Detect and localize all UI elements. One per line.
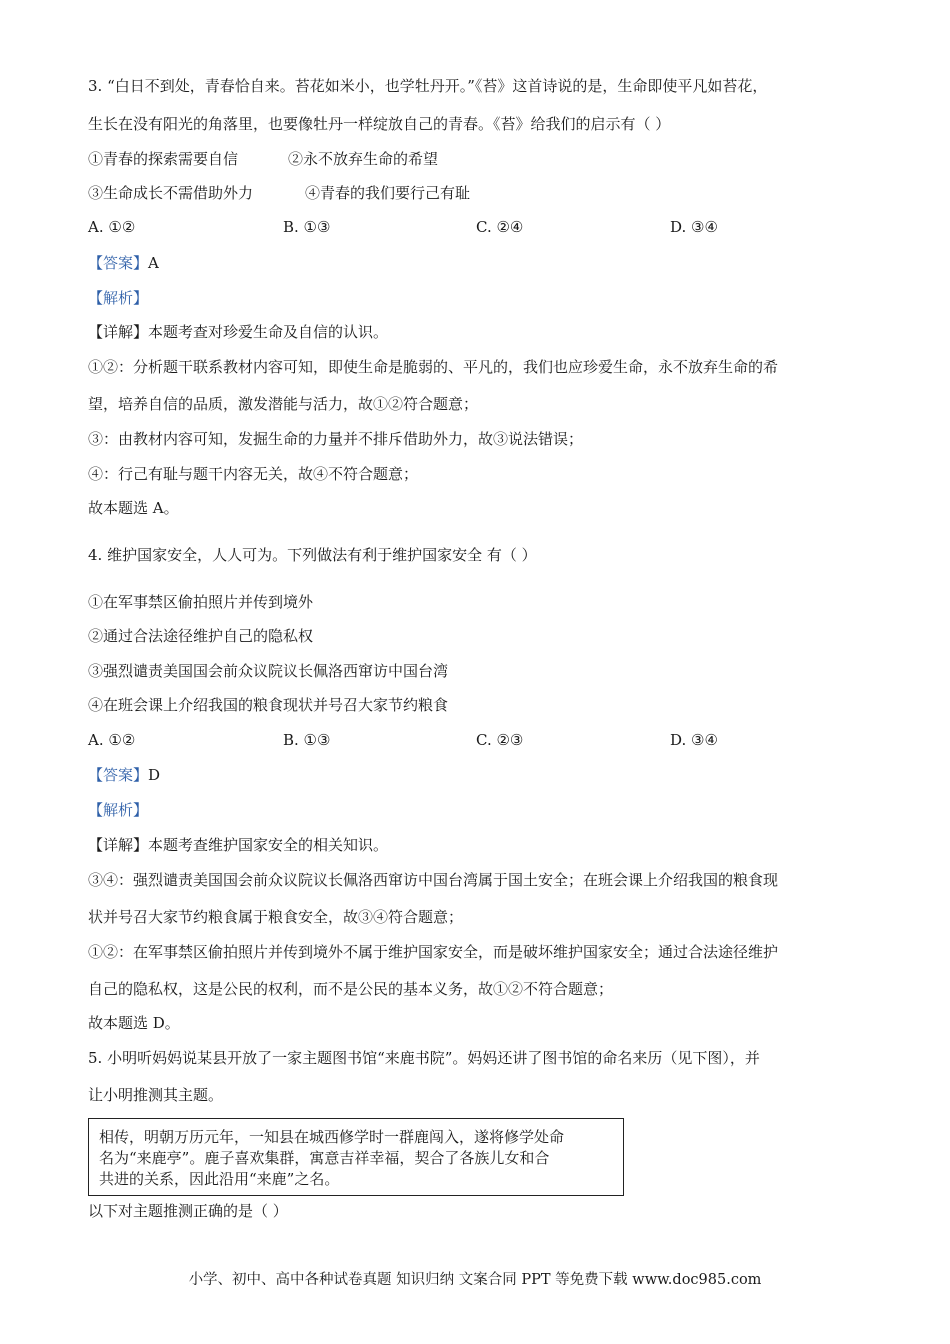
q3-item-1: ①青春的探索需要自信 <box>88 150 239 168</box>
q3-analysis-tag: 【解析】 <box>88 289 149 307</box>
q4-item: ②通过合法途径维护自己的隐私权 <box>88 627 314 645</box>
detail-intro: 本题考查维护国家安全的相关知识。 <box>148 836 389 854</box>
q5-stem-line1: 5. 小明听妈妈说某县开放了一家主题图书馆“来鹿书院”。妈妈还讲了图书馆的命名来历（见下图），并 <box>88 1049 760 1067</box>
q3-option-d: D. ③④ <box>670 218 718 236</box>
q5-question: 以下对主题推测正确的是（ ） <box>88 1202 288 1220</box>
q4-detail-line: ①②：在军事禁区偷拍照片并传到境外不属于维护国家安全，而是破坏维护国家安全；通过合法途径维护 <box>88 943 779 961</box>
q3-detail-line: ④：行己有耻与题干内容无关，故④不符合题意； <box>88 465 419 483</box>
q4-stem: 4. 维护国家安全，人人可为。下列做法有利于维护国家安全 有（ ） <box>88 546 537 564</box>
q3-item-3: ③生命成长不需借助外力 <box>88 184 254 202</box>
q3-option-b: B. ①③ <box>283 218 331 236</box>
q3-detail-line: 故本题选 A。 <box>88 499 179 517</box>
q4-option-b: B. ①③ <box>283 731 331 749</box>
q4-detail <box>88 835 388 855</box>
q4-option-d: D. ③④ <box>670 731 718 749</box>
q5-box-line: 相传，明朝万历元年，一知县在城西修学时一群鹿闯入，遂将修学处命 <box>99 1128 565 1146</box>
q3-item-2: ②永不放弃生命的希望 <box>288 150 439 168</box>
q4-item: ③强烈谴责美国国会前众议院议长佩洛西窜访中国台湾 <box>88 662 449 680</box>
q4-option-a: A. ①② <box>88 731 136 749</box>
answer-value: A <box>148 254 159 272</box>
q3-stem-line2: 生长在没有阳光的角落里，也要像牡丹一样绽放自己的青春。《苔》给我们的启示有（ ） <box>88 115 671 133</box>
detail-tag: 【详解】 <box>88 323 149 341</box>
detail-intro: 本题考查对珍爱生命及自信的认识。 <box>148 323 389 341</box>
q3-answer <box>88 253 159 273</box>
q3-detail-line: ①②：分析题干联系教材内容可知，即使生命是脆弱的、平凡的，我们也应珍爱生命，永不放弃生命的希 <box>88 358 779 376</box>
answer-tag: 【答案】 <box>88 254 149 272</box>
q5-stem-line2: 让小明推测其主题。 <box>88 1086 224 1104</box>
q3-detail-line: ③：由教材内容可知，发掘生命的力量并不排斥借助外力，故③说法错误； <box>88 430 584 448</box>
q4-answer <box>88 765 160 785</box>
q3-detail-line: 望，培养自信的品质，激发潜能与活力，故①②符合题意； <box>88 395 479 413</box>
q3-item-4: ④青春的我们要行己有耻 <box>305 184 471 202</box>
q5-box-line: 名为“来鹿亭”。鹿子喜欢集群，寓意吉祥幸福，契合了各族儿女和合 <box>99 1149 550 1167</box>
answer-value: D <box>148 766 161 784</box>
q3-stem-line1: 3. “白日不到处，青春恰自来。苔花如米小，也学牡丹开。”《苔》这首诗说的是，生命即使平凡如苔花， <box>88 77 768 95</box>
q4-item: ①在军事禁区偷拍照片并传到境外 <box>88 593 314 611</box>
q5-story-box <box>88 1118 624 1196</box>
q4-item: ④在班会课上介绍我国的粮食现状并号召大家节约粮食 <box>88 696 449 714</box>
q4-detail-line: ③④：强烈谴责美国国会前众议院议长佩洛西窜访中国台湾属于国土安全；在班会课上介绍我国的粮食现 <box>88 871 779 889</box>
q4-detail-line: 自己的隐私权，这是公民的权利，而不是公民的基本义务，故①②不符合题意； <box>88 980 614 998</box>
q3-option-c: C. ②④ <box>476 218 524 236</box>
q4-detail-line: 状并号召大家节约粮食属于粮食安全，故③④符合题意； <box>88 908 464 926</box>
answer-tag: 【答案】 <box>88 766 149 784</box>
q3-option-a: A. ①② <box>88 218 136 236</box>
q4-analysis-tag: 【解析】 <box>88 801 149 819</box>
q3-detail <box>88 322 388 342</box>
q5-box-line: 共进的关系，因此沿用“来鹿”之名。 <box>99 1170 340 1188</box>
q4-detail-line: 故本题选 D。 <box>88 1014 180 1032</box>
detail-tag: 【详解】 <box>88 836 149 854</box>
q4-option-c: C. ②③ <box>476 731 524 749</box>
page-footer: 小学、初中、高中各种试卷真题 知识归纳 文案合同 PPT 等免费下载 www.doc985.com <box>188 1272 762 1288</box>
